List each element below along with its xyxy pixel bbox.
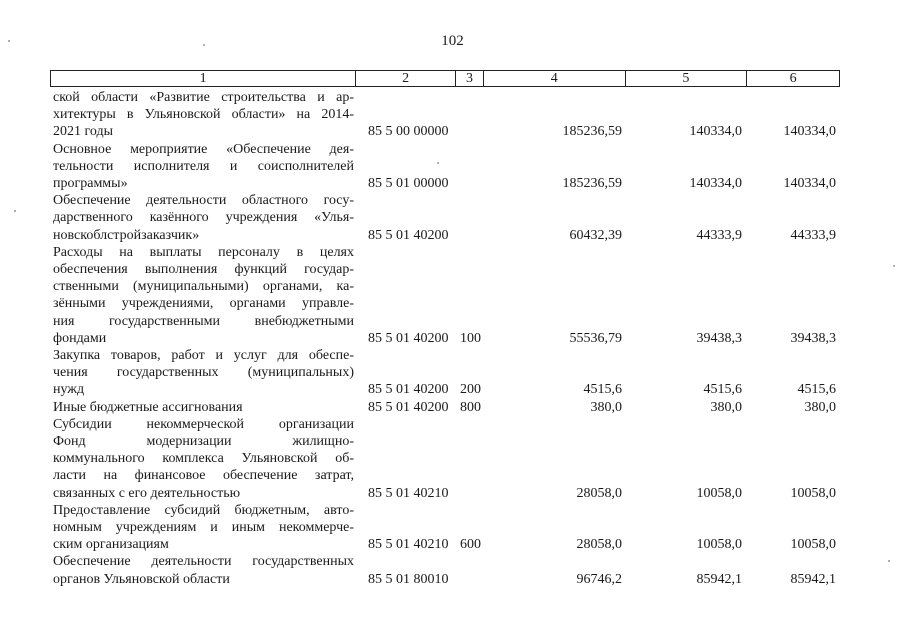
row-name-line: Фонд модернизации жилищно- xyxy=(53,434,354,450)
row-value-col5: 39438,3 xyxy=(696,330,742,346)
page-number: 102 xyxy=(441,33,464,49)
row-name-line: программы» xyxy=(53,176,128,192)
row-code: 85 5 01 80010 xyxy=(368,571,449,587)
table-row xyxy=(50,347,840,399)
row-name-line: Иные бюджетные ассигнования xyxy=(53,399,243,415)
row-name-line: ния государственными внебюджетными xyxy=(53,313,354,329)
row-value-col6: 44333,9 xyxy=(790,227,836,243)
row-code: 85 5 00 00000 xyxy=(368,124,449,140)
header-col-2: 2 xyxy=(356,71,456,86)
row-name-line: ласти на финансовое обеспечение затрат, xyxy=(53,468,354,484)
row-name-line: ской области «Развитие строительства и ар- xyxy=(53,90,354,105)
row-name-line: хитектуры в Ульяновской области» на 2014- xyxy=(53,107,354,123)
row-name-line: чения государственных (муниципальных) xyxy=(53,365,354,381)
row-name-line: Предоставление субсидий бюджетным, авто- xyxy=(53,502,354,518)
row-value-col4: 380,0 xyxy=(590,399,622,415)
scan-speck xyxy=(888,560,890,562)
row-name-line: связанных с его деятельностью xyxy=(53,485,241,501)
row-name-line: Расходы на выплаты персоналу в целях xyxy=(53,244,354,260)
row-code: 85 5 01 40200 xyxy=(368,399,449,415)
row-value-col6: 85942,1 xyxy=(790,571,836,587)
row-code: 85 5 01 40210 xyxy=(368,485,449,501)
row-value-col4: 55536,79 xyxy=(569,330,622,346)
row-name-line: Обеспечение деятельности областного госу- xyxy=(53,193,354,209)
row-name xyxy=(50,141,356,193)
row-name xyxy=(50,502,356,554)
row-expense-type: 600 xyxy=(460,537,481,553)
table-header xyxy=(50,70,840,87)
row-name xyxy=(50,347,356,399)
row-name-line: Субсидии некоммерческой организации xyxy=(53,416,354,432)
row-name-line: Основное мероприятие «Обеспечение дея- xyxy=(53,141,354,157)
row-name-line: органов Ульяновской области xyxy=(53,571,230,587)
row-value-col4: 185236,59 xyxy=(562,176,622,192)
row-code: 85 5 01 40200 xyxy=(368,382,449,398)
header-col-4: 4 xyxy=(484,71,626,86)
row-name-line: тельности исполнителя и соисполнителей xyxy=(53,158,354,174)
row-value-col5: 140334,0 xyxy=(689,124,742,140)
row-value-col5: 4515,6 xyxy=(703,382,742,398)
table-row xyxy=(50,192,840,244)
row-value-col4: 4515,6 xyxy=(583,382,622,398)
row-expense-type: 200 xyxy=(460,382,481,398)
scan-speck xyxy=(437,162,439,164)
table-row xyxy=(50,89,840,141)
header-col-5: 5 xyxy=(626,71,748,86)
row-value-col5: 10058,0 xyxy=(696,537,742,553)
row-value-col6: 10058,0 xyxy=(790,485,836,501)
scan-speck xyxy=(14,210,16,212)
row-name-line: Обеспечение деятельности государственных xyxy=(53,554,354,570)
row-name-line: нужд xyxy=(53,382,85,398)
row-code: 85 5 01 40200 xyxy=(368,330,449,346)
row-name-line: дарственного казённого учреждения «Улья- xyxy=(53,210,354,226)
table-row xyxy=(50,416,840,502)
scan-speck xyxy=(893,265,895,267)
row-value-col4: 96746,2 xyxy=(576,571,622,587)
row-value-col5: 380,0 xyxy=(710,399,742,415)
row-value-col5: 10058,0 xyxy=(696,485,742,501)
row-value-col6: 380,0 xyxy=(804,399,836,415)
row-name-line: коммунального комплекса Ульяновской об- xyxy=(53,451,354,467)
header-col-6: 6 xyxy=(789,71,797,86)
row-expense-type: 800 xyxy=(460,399,481,415)
row-name xyxy=(50,244,356,347)
row-value-col6: 10058,0 xyxy=(790,537,836,553)
row-name xyxy=(50,399,356,416)
row-name-line: зёнными учреждениями, органами управле- xyxy=(53,296,354,312)
row-name-line: Закупка товаров, работ и услуг для обеспе- xyxy=(53,348,354,364)
row-name-line: номным учреждениям и иным некоммерче- xyxy=(53,520,354,536)
row-value-col6: 39438,3 xyxy=(790,330,836,346)
row-value-col6: 140334,0 xyxy=(783,124,836,140)
row-name-line: обеспечения выполнения функций государ- xyxy=(53,262,354,278)
row-name-line: 2021 годы xyxy=(53,124,114,140)
table-row xyxy=(50,553,840,587)
row-value-col4: 185236,59 xyxy=(562,124,622,140)
row-expense-type: 100 xyxy=(460,330,481,346)
table-row xyxy=(50,244,840,347)
row-code: 85 5 01 40210 xyxy=(368,537,449,553)
row-code: 85 5 01 00000 xyxy=(368,176,449,192)
row-name-line: ственными (муниципальными) органами, ка- xyxy=(53,279,354,295)
table-body xyxy=(50,89,840,588)
row-name-line: новскоблстройзаказчик» xyxy=(53,227,200,243)
row-name-line: фондами xyxy=(53,330,107,346)
row-value-col6: 140334,0 xyxy=(783,176,836,192)
row-value-col5: 140334,0 xyxy=(689,176,742,192)
table-row xyxy=(50,141,840,193)
table-row xyxy=(50,399,840,416)
row-name xyxy=(50,89,356,141)
row-value-col4: 28058,0 xyxy=(576,537,622,553)
row-code: 85 5 01 40200 xyxy=(368,227,449,243)
row-value-col4: 28058,0 xyxy=(576,485,622,501)
row-value-col5: 44333,9 xyxy=(696,227,742,243)
row-value-col5: 85942,1 xyxy=(696,571,742,587)
header-col-1: 1 xyxy=(51,71,356,86)
row-value-col6: 4515,6 xyxy=(797,382,836,398)
row-value-col4: 60432,39 xyxy=(569,227,622,243)
row-name-line: ским организациям xyxy=(53,537,169,553)
scan-speck xyxy=(8,40,10,42)
row-name xyxy=(50,192,356,244)
row-name xyxy=(50,416,356,502)
header-col-3: 3 xyxy=(456,71,484,86)
table-row xyxy=(50,502,840,554)
scan-speck xyxy=(203,44,205,46)
row-name xyxy=(50,553,356,587)
